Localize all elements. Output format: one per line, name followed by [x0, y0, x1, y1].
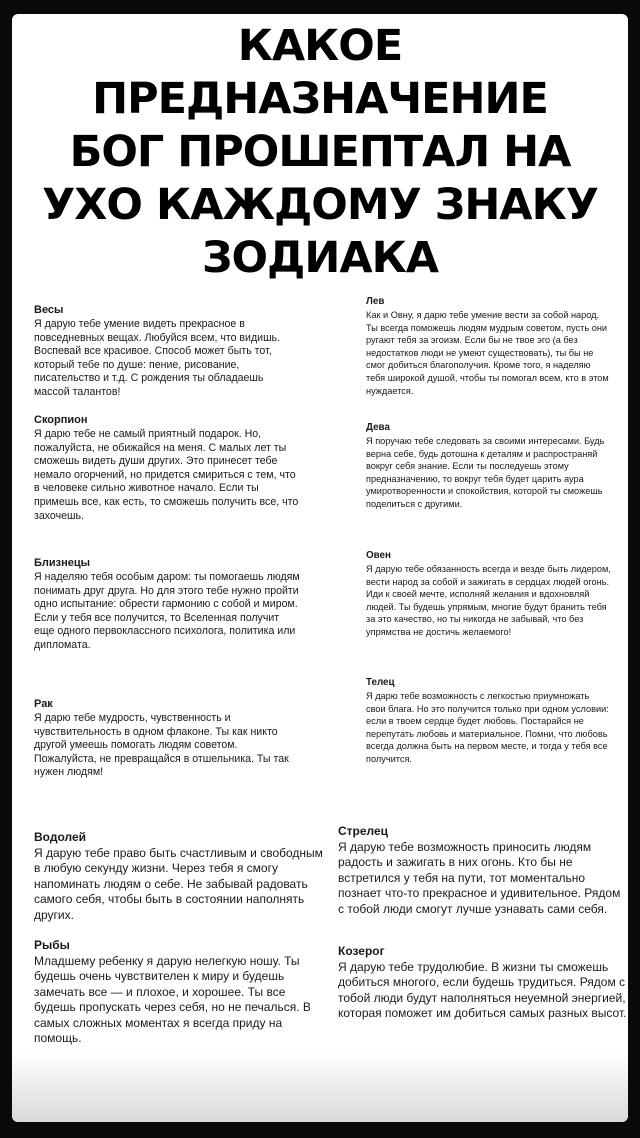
- sign-heading: Рак: [34, 698, 53, 710]
- sign-heading: Рыбы: [34, 938, 70, 952]
- sign-heading: Близнецы: [34, 557, 91, 569]
- sign-text: Я дарую тебе умение видеть прекрасное в повседневных вещах. Любуйся всем, что видишь. Воспевай все красивое. Способ может быть тот, который тебе по душе: пение, рисование, писательство и т.д. С рождения ты обладаешь массой талантов!: [34, 318, 281, 398]
- page-title: [12, 20, 628, 285]
- sign-heading: Дева: [366, 422, 390, 433]
- sign-block-rak: [34, 698, 302, 780]
- sign-heading: Скорпион: [34, 414, 88, 426]
- sign-text: Я дарую тебе обязанность всегда и везде быть лидером, вести народ за собой и зажигать в сердцах людей огонь. Иди к своей мечте, исполняй желания и вдохновляй людей. Ты будешь упрямым, многие будут бранить тебя за это качество, но ты никогда не забывай, что без упрямства не достичь желаемого!: [366, 564, 611, 637]
- sign-block-oven: [366, 550, 611, 639]
- title-line: УХО КАЖДОМУ ЗНАКУ: [42, 180, 598, 230]
- sign-text: Я наделяю тебя особым даром: ты помогаешь людям понимать друг друга. Но для этого тебе нужно пройти одно испытание: обрести гармонию с собой и миром. Если у тебя все получится, то Вселенная получит еще одного первоклассного психолога, политика или дипломата.: [34, 571, 300, 651]
- sign-block-bliznetsy: [34, 557, 302, 653]
- sign-text: Я дарю тебе не самый приятный подарок. Но, пожалуйста, не обижайся на меня. С малых лет ты сможешь видеть души других. Это принесет тебе немало огорчений, но придется смириться с тем, что в человеке сильно животное начало. Если ты примешь все, как есть, то сможешь получить все, что захочешь.: [34, 428, 299, 522]
- document-page: [12, 14, 628, 1122]
- sign-heading: Водолей: [34, 830, 87, 844]
- sign-block-kozerog: [338, 944, 628, 1022]
- sign-heading: Стрелец: [338, 824, 389, 838]
- sign-heading: Телец: [366, 677, 395, 688]
- sign-block-lev: [366, 296, 611, 397]
- sign-block-strelets: [338, 824, 628, 917]
- sign-block-vesy: [34, 304, 302, 400]
- title-line: ПРЕДНАЗНАЧЕНИЕ: [92, 74, 548, 124]
- sign-block-ryby: [34, 938, 324, 1046]
- sign-text: Младшему ребенку я дарую нелегкую ношу. Ты будешь очень чувствителен к миру и будешь замечать все — и плохое, и хорошее. Ты все будешь пропускать через себя, но не печалься. В самых сложных моментах я всегда приду на помощь.: [34, 954, 311, 1046]
- sign-block-vodoley: [34, 830, 324, 923]
- sign-heading: Лев: [366, 296, 385, 307]
- sign-block-telets: [366, 677, 611, 766]
- sign-block-deva: [366, 422, 611, 511]
- sign-text: Я дарую тебе право быть счастливым и свободным в любую секунду жизни. Через тебя я смогу напоминать людям о себе. Не забывай радовать самого себя, чтобы быть в состоянии наполнять других.: [34, 846, 323, 922]
- sign-heading: Козерог: [338, 944, 385, 958]
- sign-text: Я дарю тебе мудрость, чувственность и чувствительность в одном флаконе. Ты как никто другой умеешь помогать людям советом. Пожалуйста, не превращайся в отшельника. Ты так нужен людям!: [34, 712, 289, 779]
- sign-block-skorpion: [34, 414, 302, 523]
- title-line: КАКОЕ: [237, 21, 403, 71]
- sign-text: Я дарую тебе трудолюбие. В жизни ты сможешь добиться многого, если будешь трудиться. Рядом с тобой люди будут наполняться неуемной энергией, которая поможет им добиться самых разных высот.: [338, 960, 627, 1021]
- sign-text: Я дарю тебе возможность с легкостью приумножать свои блага. Но это получится только при одном условии: если в твоем сердце будет любовь. Постарайся не перепутать любовь и материальное. Помни, что любовь всегда должна быть на первом месте, и тогда у тебя все получится.: [366, 691, 609, 764]
- sign-text: Я поручаю тебе следовать за своими интересами. Будь верна себе, будь дотошна к деталям и распространяй вокруг себя знание. Если ты последуешь этому предназначению, то вокруг тебя будет царить аура умиротворенности и спокойствия, которой ты сможешь поделиться с другими.: [366, 436, 605, 509]
- bottom-shadow: [12, 1052, 628, 1122]
- sign-heading: Весы: [34, 304, 64, 316]
- sign-text: Как и Овну, я дарю тебе умение вести за собой народ. Ты всегда поможешь людям мудрым советом, пусть они ругают тебя за эгоизм. Если бы не твое эго (а без недостатков люди не умеют существовать), ты бы не смог добиться благополучия. Кроме того, я наделяю тебя широкой душой, чтобы ты помогал всем, кто в этом нуждается.: [366, 310, 609, 396]
- title-line: ЗОДИАКА: [201, 233, 439, 283]
- sign-heading: Овен: [366, 550, 391, 561]
- title-line: БОГ ПРОШЕПТАЛ НА: [69, 127, 571, 177]
- sign-text: Я дарую тебе возможность приносить людям радость и зажигать в них огонь. Кто бы не встретился у тебя на пути, тот моментально познает что-то прекрасное и удивительное. Рядом с тобой люди смогут лучше узнавать сами себя.: [338, 840, 621, 916]
